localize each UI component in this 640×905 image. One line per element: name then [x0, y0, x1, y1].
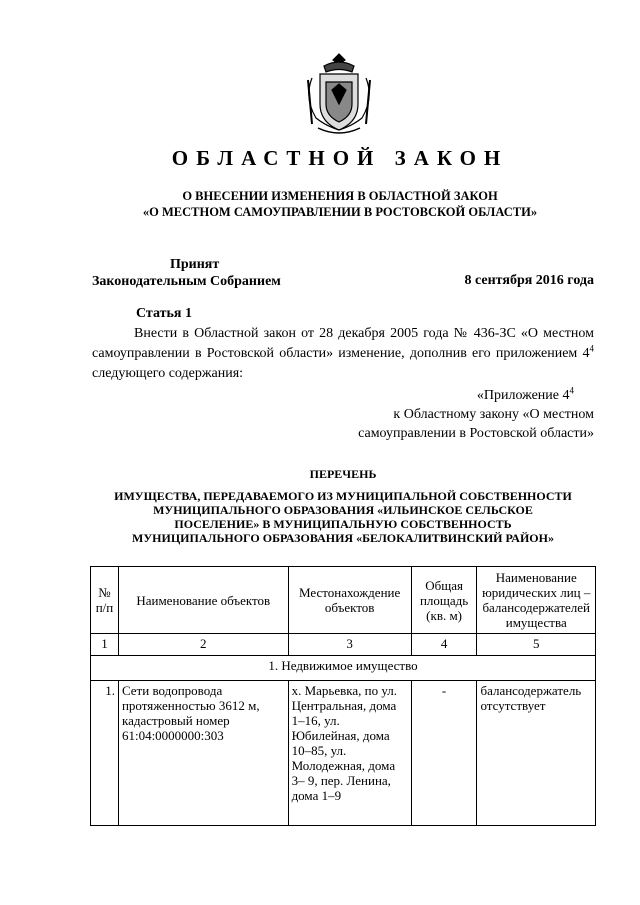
article-heading: Статья 1: [136, 306, 192, 321]
list-line-4: МУНИЦИПАЛЬНОГО ОБРАЗОВАНИЯ «БЕЛОКАЛИТВИНСКИЙ РАЙОН»: [132, 531, 554, 545]
row-area: -: [411, 681, 477, 826]
header-cell-name: Наименование объектов: [118, 567, 288, 634]
section-title: 1. Недвижимое имущество: [91, 656, 596, 681]
subtitle-line-2: «О МЕСТНОМ САМОУПРАВЛЕНИИ В РОСТОВСКОЙ ОБЛАСТИ»: [142, 205, 538, 219]
list-line-1: ИМУЩЕСТВА, ПЕРЕДАВАЕМОГО ИЗ МУНИЦИПАЛЬНОЙ СОБСТВЕННОСТИ: [114, 489, 572, 503]
annex-sup: 4: [569, 385, 574, 396]
list-line-2: МУНИЦИПАЛЬНОГО ОБРАЗОВАНИЯ «ИЛЬИНСКОЕ СЕЛЬСКОЕ: [153, 503, 533, 517]
adopted-line-2: Законодательным Собранием: [92, 274, 281, 289]
column-number: 4: [411, 634, 477, 656]
coat-of-arms-icon: [298, 50, 380, 138]
header-cell-location: Местонахождение объектов: [288, 567, 411, 634]
article-sup: 4: [589, 343, 594, 354]
table-number-row: [91, 634, 596, 656]
list-line-3: ПОСЕЛЕНИЕ» В МУНИЦИПАЛЬНУЮ СОБСТВЕННОСТЬ: [174, 517, 512, 531]
column-number: 3: [288, 634, 411, 656]
annex-line-2: к Областному закону «О местном: [393, 407, 594, 422]
header-cell-holder: Наименование юридических лиц – балансодержателей имущества: [477, 567, 596, 634]
subtitle-line-1: О ВНЕСЕНИИ ИЗМЕНЕНИЯ В ОБЛАСТНОЙ ЗАКОН: [182, 189, 498, 203]
law-subtitle: [130, 188, 550, 220]
annex-line-3: самоуправлении в Ростовской области»: [358, 426, 594, 441]
article-text-2: следующего содержания:: [92, 366, 244, 381]
adopted-block: [92, 256, 281, 290]
table-section-row: [91, 656, 596, 681]
row-no: 1.: [91, 681, 119, 826]
law-title: ОБЛАСТНОЙ ЗАКОН: [171, 146, 509, 170]
column-number: 2: [118, 634, 288, 656]
property-table: [90, 566, 596, 826]
annex-block: [300, 386, 594, 443]
table-header-row: [91, 567, 596, 634]
row-holder: балансодержатель отсутствует: [477, 681, 596, 826]
adopted-line-1: Принят: [170, 257, 220, 272]
table-row: [91, 681, 596, 826]
article-text-1: Внести в Областной закон от 28 декабря 2005 года № 436-ЗС «О местном самоуправлении в Ростовской области» изменение, дополнив его приложением 4: [92, 326, 594, 361]
row-name: Сети водопровода протяженностью 3612 м, кадастровый номер 61:04:0000000:303: [118, 681, 288, 826]
list-subheading: [92, 489, 594, 545]
article-paragraph: [92, 324, 594, 384]
header-cell-no: № п/п: [91, 567, 119, 634]
column-number: 5: [477, 634, 596, 656]
list-heading: ПЕРЕЧЕНЬ: [309, 467, 377, 481]
row-location: х. Марьевка, по ул. Центральная, дома 1–16, ул. Юбилейная, дома 10–85, ул. Молодежная, дома 3– 9, пер. Ленина, дома 1–9: [288, 681, 411, 826]
adopted-date: 8 сентября 2016 года: [464, 273, 594, 288]
annex-line-1: «Приложение 4: [476, 388, 570, 403]
column-number: 1: [91, 634, 119, 656]
header-cell-area: Общая площадь (кв. м): [411, 567, 477, 634]
